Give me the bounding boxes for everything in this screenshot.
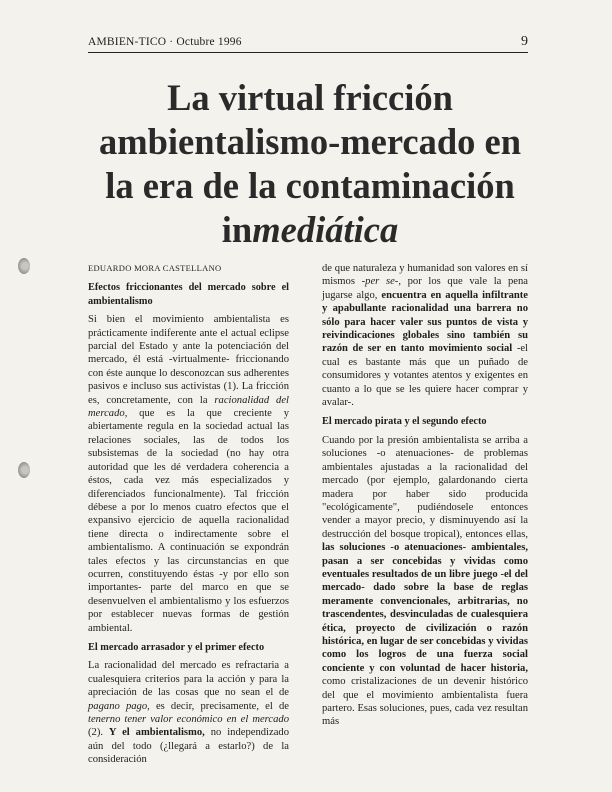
title-line-3: la era de la contaminación	[105, 165, 515, 206]
paragraph-4-bold: las soluciones -o atenuaciones- ambientales, pasan a ser concebidas y vividas como eventuales resultados de un libre juego -el del mercado- dado sobre la base de reglas meramente convencionales, arbitrarias, no trascendentes, desvinculadas de cualesquiera ética, proyecto de civilización o razón histórica, en lugar de ser concebidas y vividas como los logros de una fuerza social conciente y con voluntad de hacer historia,	[322, 542, 528, 674]
paragraph-1-text-2: , que es la que creciente y abiertamente regula en la sociedad actual las relaciones sociales, las de todos los subsistemas de la sociedad (no hay otra autoridad que les dé verdadera coherencia a éstos, cada vez más especializados y diferenciados funcionalmente). Tal fricción débese a por lo menos cuatro efectos que el expansivo ejercicio de aquella racionalidad tiene directa o indirectamente sobre el ambientalismo. A continuación se expondrán tales efectos y las circunstancias en que ocurren, constituyendo éstas -y por ello son importantes- parte del marco en que se desenvuelven el ambientalismo y los esfuerzos por establecer nuevas formas de gestión ambiental.	[88, 408, 289, 634]
paragraph-3-text: de que naturaleza y humanidad son valores en sí mismos	[322, 263, 528, 288]
paragraph-3	[322, 262, 528, 409]
column-right	[322, 262, 528, 729]
section-heading-3: El mercado pirata y el segundo efecto	[322, 416, 487, 428]
paragraph-2-text-4: no independizado aún del todo (¿llegará a estarlo?) de la consideración	[88, 727, 290, 766]
section-heading-1: Efectos friccionantes del mercado sobre el ambientalismo	[88, 282, 289, 307]
title-italic: mediática	[252, 209, 399, 250]
binder-hole-top	[18, 258, 30, 274]
title-prefix: in	[221, 209, 253, 250]
paragraph-2-bold: Y el ambientalismo,	[108, 727, 205, 739]
title-line-4	[60, 208, 560, 252]
paragraph-2-italic-2: tenerno tener valor económico en el mercado	[88, 714, 289, 725]
paragraph-1-text: Si bien el movimiento ambientalista es prácticamente indiferente ante el actual eclipse parcial del Estado y ante la potenciación del mercado, él está -virtualmente- friccionando con éste aunque lo desconozcan sus adherentes pasivos e incluso sus activistas (1). La fricción es, concretamente, con la	[88, 314, 289, 406]
title-line-1: La virtual fricción	[167, 77, 453, 118]
paragraph-4-text: Cuando por la presión ambientalista se arriba a soluciones -o atenuaciones- de problemas ambientales ajustadas a la racionalidad del mercado (por ejemplo, galardonando cierta madera por haber sido producida "ecológicamente", pudiéndosele entonces vender a mayor precio, y disminuyendo así la destrucción del bosque tropical), entonces ellas,	[322, 434, 528, 540]
paragraph-2-text-2: , es decir, precisamente, el de	[147, 700, 289, 712]
section-heading-2: El mercado arrasador y el primer efecto	[88, 641, 265, 653]
column-left	[88, 262, 289, 767]
paragraph-3-bold: encuentra en aquella infiltrante y apabullante racionalidad una barrera no sólo para hacer valer sus puntos de vista y reivindicaciones globales sino también su razón de ser en tanto movimiento social	[322, 289, 529, 355]
paragraph-3-text-2: , por los que vale la pena jugarse algo,	[322, 276, 529, 301]
paragraph-3-italic: -per se-	[361, 276, 399, 288]
paragraph-2-text-3: (2).	[88, 727, 109, 739]
paragraph-4	[322, 434, 528, 729]
binder-hole-bottom	[18, 462, 30, 478]
paragraph-3-text-3: -el cual es bastante más que un puñado de consumidores y votantes atentos y exigentes en cuanto a lo que se les quiere hacer comprar y avalar-.	[322, 343, 528, 409]
header-rule	[88, 52, 528, 53]
paragraph-2-text: La racionalidad del mercado es refractaria a cualesquiera criterios para la acción y para la apreciación de las cosas que no sean el de	[88, 660, 289, 699]
paragraph-2	[88, 659, 289, 766]
paragraph-1-italic: racionalidad del mercado	[88, 394, 289, 420]
paragraph-1	[88, 313, 289, 635]
paragraph-4-text-2: como cristalizaciones de un devenir histórico del que el movimiento ambientalista fuera partero. Esas soluciones, pues, cada vez resultan más	[322, 676, 528, 728]
author-byline: EDUARDO MORA CASTELLANO	[88, 263, 222, 273]
paragraph-2-italic-1: pagano pago	[88, 700, 148, 712]
page-number: 9	[521, 34, 528, 49]
running-header	[88, 36, 528, 52]
article-title	[60, 76, 560, 252]
publication-name: AMBIEN-TICO · Octubre 1996	[88, 36, 242, 48]
title-line-2: ambientalismo-mercado en	[98, 121, 522, 162]
